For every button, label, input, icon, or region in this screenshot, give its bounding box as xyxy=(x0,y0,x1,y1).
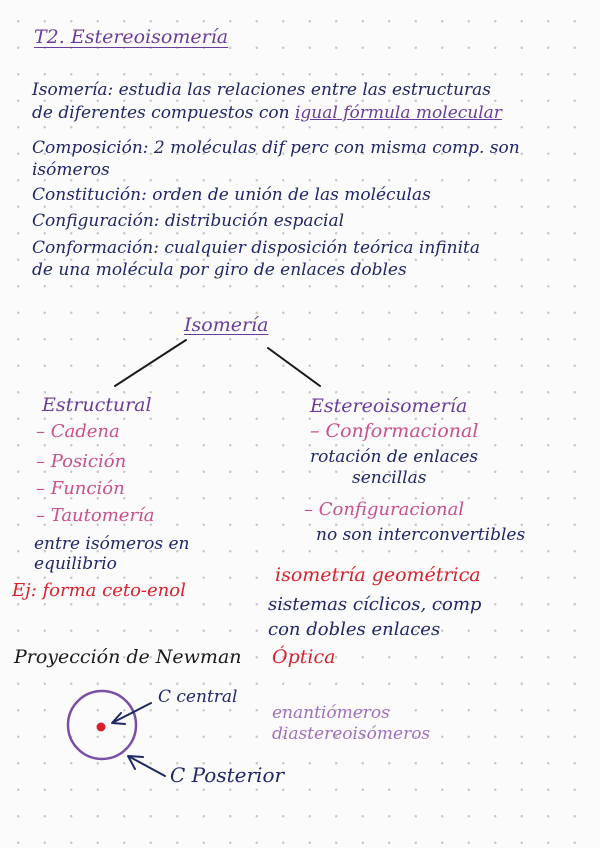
label-c-posterior: C Posterior xyxy=(170,763,285,787)
definition-constitucion: Constitución: orden de unión de las moléculas xyxy=(32,185,431,205)
arrow-posterior-shaft xyxy=(130,757,165,776)
example-ceto-enol: Ej: forma ceto-enol xyxy=(12,580,186,601)
branch-estereoisomeria-heading: Estereoisomería xyxy=(310,395,468,417)
configuracional-note: no son interconvertibles xyxy=(316,525,526,545)
conformacional-note: rotación de enlaces xyxy=(310,447,479,467)
optical-item-enantiomeros: enantiómeros xyxy=(272,703,390,723)
definition-composicion-cont: isómeros xyxy=(32,160,110,180)
arrow-central-shaft xyxy=(114,703,151,722)
definition-configuracion: Configuración: distribución espacial xyxy=(32,211,345,231)
definition-conformacion-cont: de una molécula por giro de enlaces dobles xyxy=(32,260,407,280)
newman-heading: Proyección de Newman xyxy=(14,646,242,668)
page-title: T2. Estereoisomería xyxy=(34,26,229,48)
newman-front-carbon-dot xyxy=(97,723,106,732)
estructural-item-cadena: – Cadena xyxy=(36,421,120,442)
definition-text: de diferentes compuestos con xyxy=(32,103,295,123)
item-configuracional: – Configuracional xyxy=(304,499,465,520)
estructural-item-posicion: – Posición xyxy=(36,451,127,472)
tautomeria-note-cont: equilibrio xyxy=(34,554,117,574)
estructural-item-tautomeria: – Tautomería xyxy=(36,505,155,526)
tautomeria-note: entre isómeros en xyxy=(34,534,190,554)
geometric-note: sistemas cíclicos, comp xyxy=(268,594,482,615)
optical-isomerism-heading: Óptica xyxy=(272,646,336,668)
conformacional-note-cont: sencillas xyxy=(352,468,427,488)
estructural-item-funcion: – Función xyxy=(36,478,125,499)
definition-conformacion: Conformación: cualquier disposición teórica infinita xyxy=(32,238,480,258)
geometric-isomerism-heading: isometría geométrica xyxy=(275,564,481,586)
item-conformacional: – Conformacional xyxy=(310,420,479,442)
definition-isomeria: Isomería: estudia las relaciones entre las estructuras xyxy=(32,80,492,100)
branch-estructural-heading: Estructural xyxy=(42,394,152,416)
geometric-note-cont: con dobles enlaces xyxy=(268,619,441,640)
highlight-formula: igual fórmula molecular xyxy=(294,103,502,123)
label-c-central: C central xyxy=(158,687,238,707)
optical-item-diastereoisomeros: diastereoisómeros xyxy=(272,724,431,744)
definition-composicion: Composición: 2 moléculas dif perc con misma comp. son xyxy=(32,138,520,158)
tree-root: Isomería xyxy=(184,314,269,336)
arrow-central-head xyxy=(112,713,125,724)
